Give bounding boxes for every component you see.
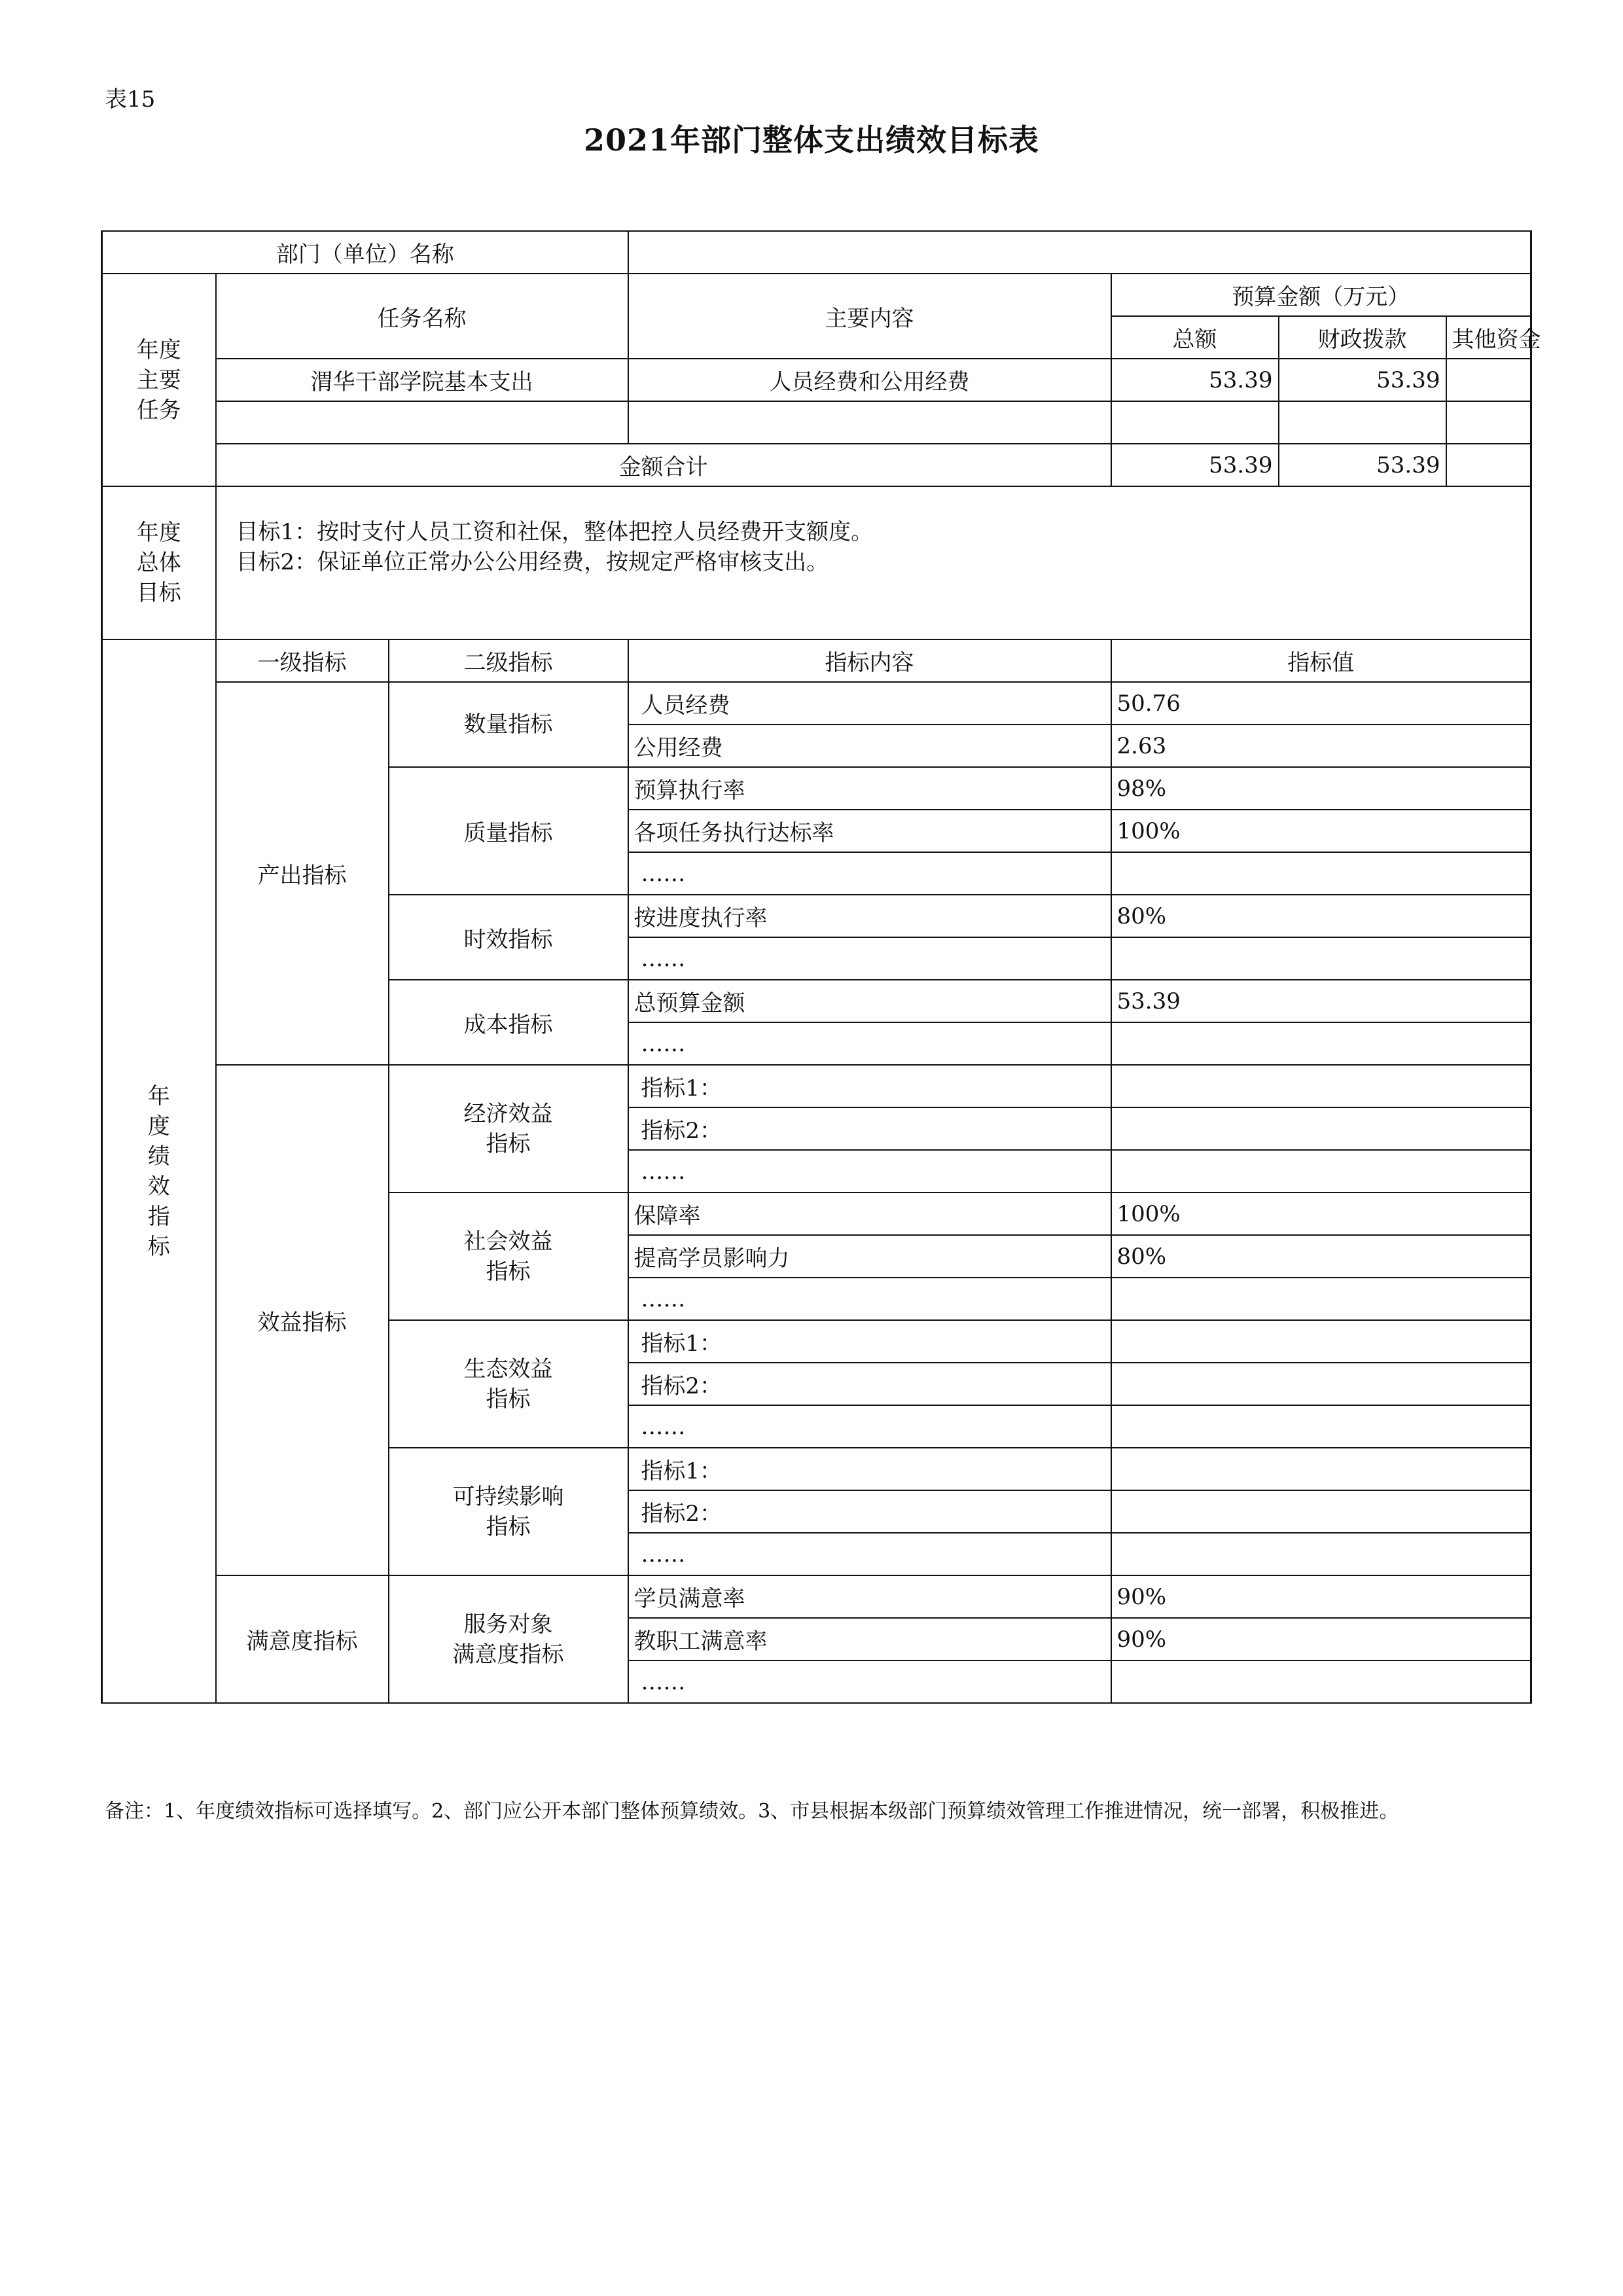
indicator-content: 各项任务执行达标率 [628, 810, 1111, 852]
performance-goal-table [101, 230, 1541, 1704]
task-row [102, 359, 1531, 401]
col-total: 总额 [1111, 316, 1279, 359]
level2-service [389, 1575, 628, 1703]
goals-content [216, 486, 1531, 639]
indicator-value [1111, 1278, 1531, 1320]
sum-label: 金额合计 [216, 444, 1111, 486]
indicator-content: …… [628, 1150, 1111, 1193]
col-task-name: 任务名称 [216, 274, 628, 359]
level2-quantity: 数量指标 [389, 682, 628, 767]
col-indicator-content: 指标内容 [628, 639, 1111, 682]
indicator-content: …… [628, 1533, 1111, 1575]
indicator-content: …… [628, 1660, 1111, 1703]
level2-social-text: 社会效益 指标 [463, 1228, 553, 1285]
indicator-content: 学员满意率 [628, 1575, 1111, 1618]
col-budget-amount: 预算金额（万元） [1111, 274, 1531, 316]
col-main-content: 主要内容 [628, 274, 1111, 359]
indicator-value [1111, 1320, 1531, 1363]
indicator-content: 指标1： [628, 1448, 1111, 1490]
indicator-content: 指标1： [628, 1320, 1111, 1363]
indicator-value: 2.63 [1111, 725, 1531, 767]
level2-sustainable-text: 可持续影响 指标 [452, 1483, 564, 1540]
indicator-content: 指标1： [628, 1065, 1111, 1107]
footnote: 备注：1、年度绩效指标可选择填写。2、部门应公开本部门整体预算绩效。3、市县根据本级部门预算绩效管理工作推进情况，统一部署，积极推进。 [105, 1800, 1399, 1823]
indicator-content: …… [628, 1405, 1111, 1448]
task-name [216, 401, 628, 444]
level2-quality: 质量指标 [389, 767, 628, 895]
level2-economic [389, 1065, 628, 1193]
task-other [1446, 401, 1531, 444]
indicators-header-row [102, 639, 1531, 682]
indicator-value [1111, 1490, 1531, 1533]
task-total [1111, 401, 1279, 444]
indicator-value [1111, 1660, 1531, 1703]
col-indicator-value: 指标值 [1111, 639, 1531, 682]
indicator-row [102, 1065, 1531, 1107]
level2-cost: 成本指标 [389, 980, 628, 1065]
indicator-value: 100% [1111, 1193, 1531, 1235]
indicator-content: 按进度执行率 [628, 895, 1111, 937]
indicator-value [1111, 937, 1531, 980]
level1-output: 产出指标 [216, 682, 389, 1065]
indicator-value [1111, 1363, 1531, 1405]
indicator-content: 指标2： [628, 1363, 1111, 1405]
sum-fiscal: 53.39 [1279, 444, 1446, 486]
indicator-value: 98% [1111, 767, 1531, 810]
indicator-content: …… [628, 1278, 1111, 1320]
dept-label: 部门（单位）名称 [102, 231, 628, 274]
task-content: 人员经费和公用经费 [628, 359, 1111, 401]
indicator-value [1111, 1107, 1531, 1150]
indicator-value [1111, 1022, 1531, 1065]
indicator-content: …… [628, 1022, 1111, 1065]
level2-social [389, 1193, 628, 1320]
level2-ecological-text: 生态效益 指标 [463, 1355, 553, 1412]
indicator-value: 100% [1111, 810, 1531, 852]
indicator-value: 80% [1111, 1235, 1531, 1278]
col-other: 其他资金 [1446, 316, 1531, 359]
indicator-value [1111, 1405, 1531, 1448]
indicator-content: 保障率 [628, 1193, 1111, 1235]
level1-benefit: 效益指标 [216, 1065, 389, 1575]
level2-timeliness: 时效指标 [389, 895, 628, 980]
goals-section-text: 年度 总体 目标 [136, 520, 181, 606]
indicator-content: 指标2： [628, 1490, 1111, 1533]
goals-row [102, 486, 1531, 639]
indicator-value [1111, 852, 1531, 895]
indicator-value: 80% [1111, 895, 1531, 937]
col-fiscal: 财政拨款 [1279, 316, 1446, 359]
task-other [1446, 359, 1531, 401]
goals-section-label [102, 486, 216, 639]
indicator-content: 提高学员影响力 [628, 1235, 1111, 1278]
indicator-row [102, 682, 1531, 725]
dept-row [102, 231, 1531, 274]
indicator-value [1111, 1150, 1531, 1193]
tasks-header-row-1 [102, 274, 1531, 316]
dept-value [628, 231, 1531, 274]
indicator-value [1111, 1533, 1531, 1575]
task-fiscal [1279, 401, 1446, 444]
indicator-value: 50.76 [1111, 682, 1531, 725]
indicator-content: 人员经费 [628, 682, 1111, 725]
col-level1: 一级指标 [216, 639, 389, 682]
tasks-section-text: 年度 主要 任务 [136, 336, 181, 423]
sum-total: 53.39 [1111, 444, 1279, 486]
tasks-section-label [102, 274, 216, 486]
indicator-content: 预算执行率 [628, 767, 1111, 810]
indicator-content: 公用经费 [628, 725, 1111, 767]
col-level2: 二级指标 [389, 639, 628, 682]
level2-ecological [389, 1320, 628, 1448]
task-content [628, 401, 1111, 444]
task-fiscal: 53.39 [1279, 359, 1446, 401]
sum-other [1446, 444, 1531, 486]
task-total: 53.39 [1111, 359, 1279, 401]
page-title: 2021年部门整体支出绩效目标表 [583, 122, 1040, 158]
indicator-value: 90% [1111, 1575, 1531, 1618]
task-row [102, 401, 1531, 444]
indicator-content: 总预算金额 [628, 980, 1111, 1022]
level2-service-text: 服务对象 满意度指标 [452, 1611, 564, 1668]
indicator-value [1111, 1065, 1531, 1107]
indicator-content: …… [628, 852, 1111, 895]
goal-1: 目标1：按时支付人员工资和社保，整体把控人员经费开支额度。 [236, 519, 874, 545]
table-number: 表15 [105, 86, 156, 113]
level2-economic-text: 经济效益 指标 [463, 1100, 553, 1157]
indicator-content: 教职工满意率 [628, 1618, 1111, 1660]
indicator-value: 90% [1111, 1618, 1531, 1660]
indicators-section-label [102, 639, 216, 1703]
indicator-value: 53.39 [1111, 980, 1531, 1022]
goal-2: 目标2：保证单位正常办公公用经费，按规定严格审核支出。 [236, 549, 829, 575]
indicators-section-text: 年 度 绩 效 指 标 [147, 1083, 170, 1260]
indicator-row [102, 1575, 1531, 1618]
indicator-content: …… [628, 937, 1111, 980]
level2-sustainable [389, 1448, 628, 1575]
task-name: 渭华干部学院基本支出 [216, 359, 628, 401]
indicator-value [1111, 1448, 1531, 1490]
level1-satisfaction: 满意度指标 [216, 1575, 389, 1703]
indicator-content: 指标2： [628, 1107, 1111, 1150]
tasks-sum-row [102, 444, 1531, 486]
